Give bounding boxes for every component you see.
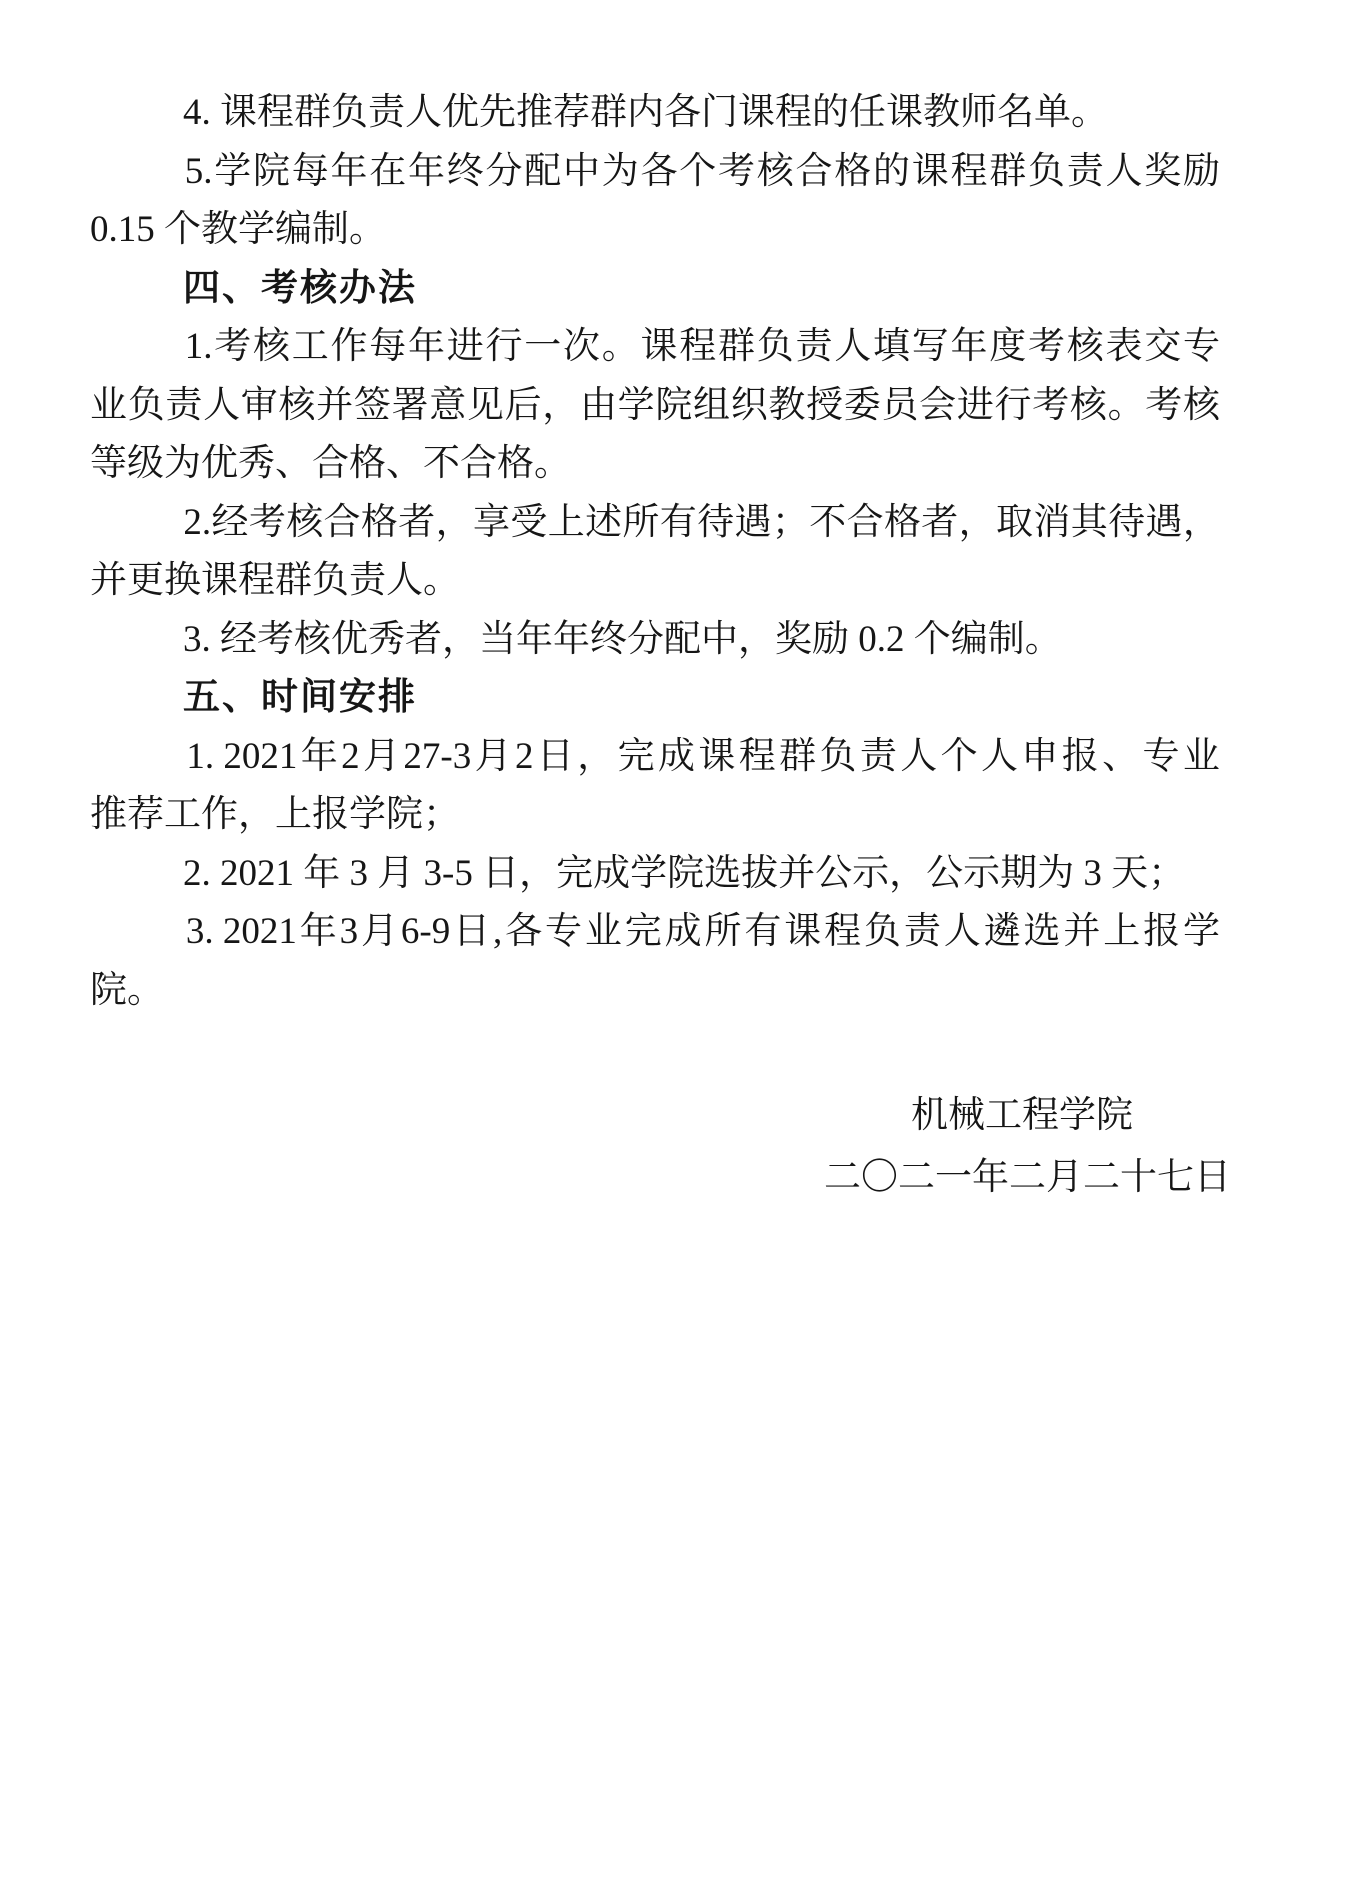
text-line: 并更换课程群负责人。 [90,560,460,601]
signature-block [824,1085,1231,1209]
document-lines [90,84,1220,1079]
text-line: 等级为优秀、合格、不合格。 [90,443,571,484]
text-line: 0.15 个教学编制。 [90,209,386,250]
text-line: 2. 2021 年 3 月 3-5 日，完成学院选拔并公示，公示期为 3 天； [183,852,1186,894]
text-line: 院。 [90,969,164,1011]
text-line: 1. 2021 年 2 月 27-3 月 2 日 ， 完 成 课 程 群 负 责 人 个 人 申 报 、 专 业 [186,735,1220,777]
text-line: 推荐工作，上报学院； [90,794,460,835]
text-line [90,1020,1220,1079]
text-line: 3. 经考核优秀者，当年年终分配中，奖励 0.2 个编制。 [183,618,1062,660]
text-line: 4. 课程群负责人优先推荐群内各门课程的任课教师名单。 [183,92,1108,133]
text-line: 3. 2021 年 3 月 6-9 日 , 各 专 业 完 成 所 有 课 程 负 责 人 遴 选 并 上 报 学 [185,911,1220,952]
signature-date: 二〇二一年二月二十七日 [824,1156,1231,1198]
section-heading: 四、考核办法 [183,267,417,309]
text-line: 1. 考 核 工 作 每 年 进 行 一 次 。 课 程 群 负 责 人 填 写 年 度 考 核 表 交 专 [184,326,1220,367]
text-line: 业 负 责 人 审 核 并 签 署 意 见 后 ， 由 学 院 组 织 教 授 委 员 会 进 行 考 核 。 考 核 [90,384,1220,426]
document-body [90,84,1231,1209]
text-line: 5. 学 院 每 年 在 年 终 分 配 中 为 各 个 考 核 合 格 的 课 程 群 负 责 人 奖 励 [184,150,1220,192]
section-heading: 五、时间安排 [183,677,417,718]
text-line: 2. 经 考 核 合 格 者 ， 享 受 上 述 所 有 待 遇 ； 不 合 格 者 ， 取 消 其 待 遇 ， [183,501,1220,543]
signature-organization: 机械工程学院 [911,1094,1133,1136]
